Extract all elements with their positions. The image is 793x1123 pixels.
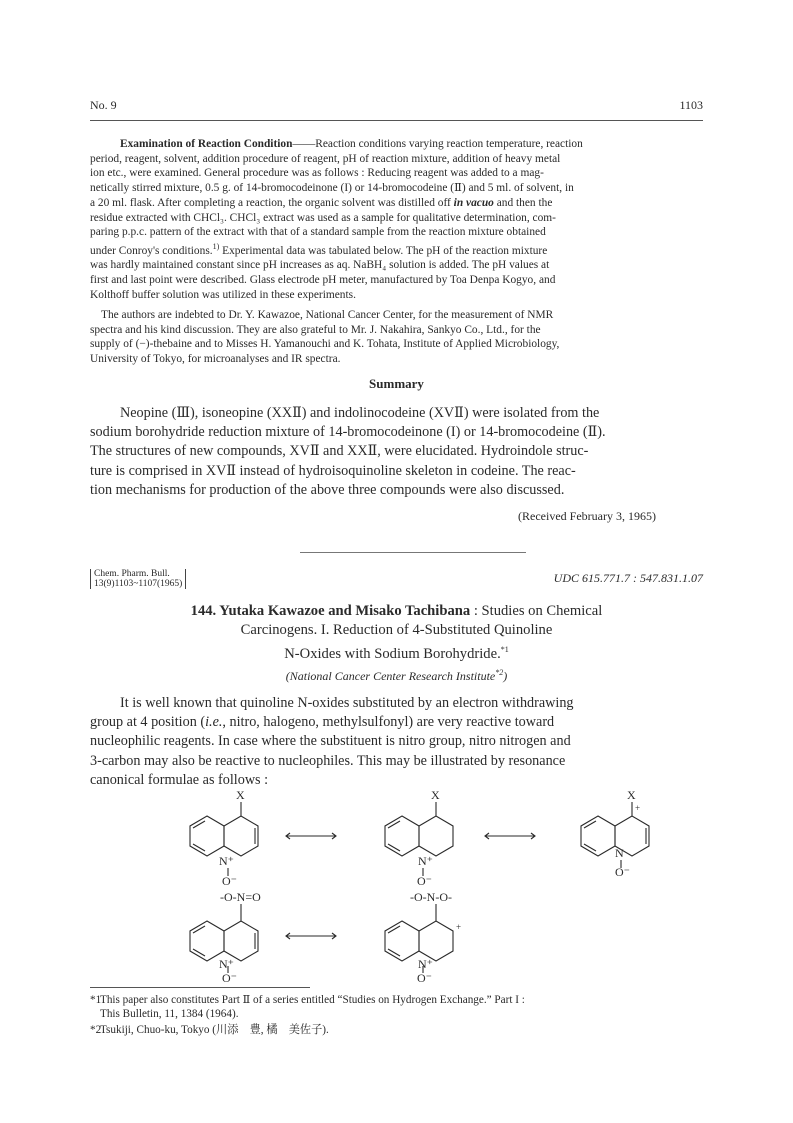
text-line: tion mechanisms for production of the above three compounds were also discussed. <box>90 481 565 498</box>
footnote-mark: *1 <box>90 994 102 1006</box>
footnote-2 <box>90 1023 703 1037</box>
article-authors: 144. Yutaka Kawazoe and Misako Tachibana <box>190 603 471 619</box>
footnote-mark: *1 <box>500 645 509 654</box>
journal-citation <box>90 569 186 589</box>
acknowledgment-paragraph <box>90 308 703 367</box>
substituent-label: X <box>431 788 440 802</box>
text-line: The structures of new compounds, XVⅡ and XXⅡ, were elucidated. Hydroindole struc- <box>90 443 589 460</box>
plus-charge: + <box>456 922 462 932</box>
text-line: sodium borohydride reduction mixture of 14-bromocodeinone (I) or 14-bromocodeine (Ⅱ). <box>90 424 606 441</box>
text-line: , nitro, halogeno, methylsulfonyl) are very reactive toward <box>222 714 555 731</box>
text-line: ture is comprised in XVⅡ instead of hydroisoquinoline skeleton in codeine. The reac- <box>90 462 576 479</box>
dash: —— <box>292 138 316 150</box>
section-divider <box>300 552 526 553</box>
text-line: a 20 ml. flask. After completing a reaction, the organic solvent was distilled off <box>90 196 454 209</box>
n-oxide-label: N⁺ <box>219 957 234 971</box>
footnote-text: Tsukiji, Chuo-ku, Tokyo (川添 豊, 橘 美佐子). <box>100 1024 329 1036</box>
nitronate-group-label: -O-N-O- <box>410 890 452 904</box>
affiliation-paren: ) <box>503 669 508 683</box>
n-oxide-label: N⁺ <box>418 854 433 868</box>
text-line: Experimental data was tabulated below. The pH of the reaction mixture <box>219 244 548 257</box>
italic-phrase: in vacuo <box>453 196 494 209</box>
udc-code: UDC 615.771.7 : 547.831.1.07 <box>553 571 703 585</box>
footnote-text: This Bulletin, 11, 1384 (1964). <box>100 1008 239 1020</box>
resonance-arrow-1 <box>286 833 336 839</box>
oxygen-minus-label: O⁻ <box>222 971 237 983</box>
text-line: and then the <box>493 196 553 209</box>
text-line: It is well known that quinoline N-oxides substituted by an electron withdrawing <box>120 695 574 711</box>
text-line: group at 4 position ( <box>90 714 206 731</box>
issue-number: No. 9 <box>90 98 117 112</box>
intro-paragraph <box>90 694 703 790</box>
affiliation-name: (National Cancer Center Research Institute <box>285 669 496 683</box>
nitrogen-label: N <box>615 846 624 860</box>
footnote-mark: *2 <box>495 668 504 677</box>
text-line: 3-carbon may also be reactive to nucleophiles. This may be illustrated by resonance <box>90 752 566 769</box>
footnote-text: This paper also constitutes Part Ⅱ of a series entitled “Studies on Hydrogen Exchange.” Part I : <box>100 994 525 1006</box>
text-line: University of Tokyo, for microanalyses and IR spectra. <box>90 353 341 366</box>
n-oxide-label: N⁺ <box>418 957 433 971</box>
received-date: (Received February 3, 1965) <box>518 509 656 523</box>
text-line: spectra and his kind discussion. They are also grateful to Mr. J. Nakahira, Sankyo Co., Ltd., for the <box>90 323 541 336</box>
text-line: ion etc., were examined. General procedure was as follows : Reducing reagent was added to a mag- <box>90 167 544 180</box>
resonance-scheme <box>90 788 703 983</box>
substituent-label: X <box>627 788 636 802</box>
text-line: residue extracted with CHCl₃. CHCl₃ extract was used as a sample for qualitative determination, com- <box>90 211 556 224</box>
resonance-arrow-2 <box>485 833 535 839</box>
text-line: first and last point were described. Glass electrode pH meter, manufactured by Toa Denpa Kogyo, and <box>90 274 556 287</box>
oxygen-minus-label: O⁻ <box>615 865 630 879</box>
article-title <box>90 602 703 664</box>
text-line: Kolthoff buffer solution was utilized in these experiments. <box>90 288 356 301</box>
oxygen-minus-label: O⁻ <box>222 874 237 888</box>
text-line: paring p.p.c. pattern of the extract with that of a standard sample from the reaction mixture obtained <box>90 226 546 239</box>
journal-name: Chem. Pharm. Bull. <box>94 569 170 579</box>
text-line: Reaction conditions varying reaction temperature, reaction <box>315 138 583 150</box>
text-line: Neopine (Ⅲ), isoneopine (XXⅡ) and indolinocodeine (XVⅡ) were isolated from the <box>120 405 600 421</box>
text-line: period, reagent, solvent, addition procedure of reagent, pH of reaction mixture, addition of heavy metal <box>90 152 561 165</box>
text-line: canonical formulae as follows : <box>90 771 269 788</box>
n-oxide-label: N⁺ <box>219 854 234 868</box>
footnote-1 <box>90 993 703 1021</box>
text-line: The authors are indebted to Dr. Y. Kawazoe, National Cancer Center, for the measurement of NMR <box>101 309 554 321</box>
resonance-arrow-3 <box>286 933 336 939</box>
oxygen-minus-label: O⁻ <box>417 874 432 888</box>
plus-charge: + <box>635 803 641 813</box>
text-line: supply of (−)-thebaine and to Misses H. Yamanouchi and K. Tohata, Institute of Applied Microbiology, <box>90 338 560 351</box>
footnote-mark: *2 <box>90 1024 102 1036</box>
title-line: : Studies on Chemical <box>470 603 603 619</box>
text-line: nucleophilic reagents. In case where the substituent is nitro group, nitro nitrogen and <box>90 733 571 750</box>
text-line: was hardly maintained constant since pH increases as aq. NaBH₄ solution is added. The pH values at <box>90 259 550 272</box>
affiliation <box>90 668 703 684</box>
experimental-paragraph <box>90 137 703 303</box>
journal-volume: 13(9)1103~1107(1965) <box>94 579 183 589</box>
summary-heading: Summary <box>369 376 424 391</box>
reference-mark: 1) <box>212 241 220 251</box>
page-number: 1103 <box>679 98 703 112</box>
experimental-heading: Examination of Reaction Condition <box>120 138 293 150</box>
header-rule <box>90 120 703 121</box>
oxygen-minus-label: O⁻ <box>417 971 432 983</box>
substituent-label: X <box>236 788 245 802</box>
title-line: Carcinogens. I. Reduction of 4-Substituted Quinoline <box>240 622 553 638</box>
text-line: netically stirred mixture, 0.5 g. of 14-bromocodeinone (I) or 14-bromocodeine (Ⅱ) and 5 ml. of solvent, in <box>90 182 574 195</box>
nitro-group-label: -O-N=O <box>220 890 261 904</box>
footnote-rule <box>90 987 310 988</box>
text-line: under Conroy's conditions. <box>90 244 213 257</box>
italic-phrase: i.e. <box>205 714 223 731</box>
summary-paragraph <box>90 404 703 500</box>
title-line: N-Oxides with Sodium Borohydride. <box>284 645 501 662</box>
